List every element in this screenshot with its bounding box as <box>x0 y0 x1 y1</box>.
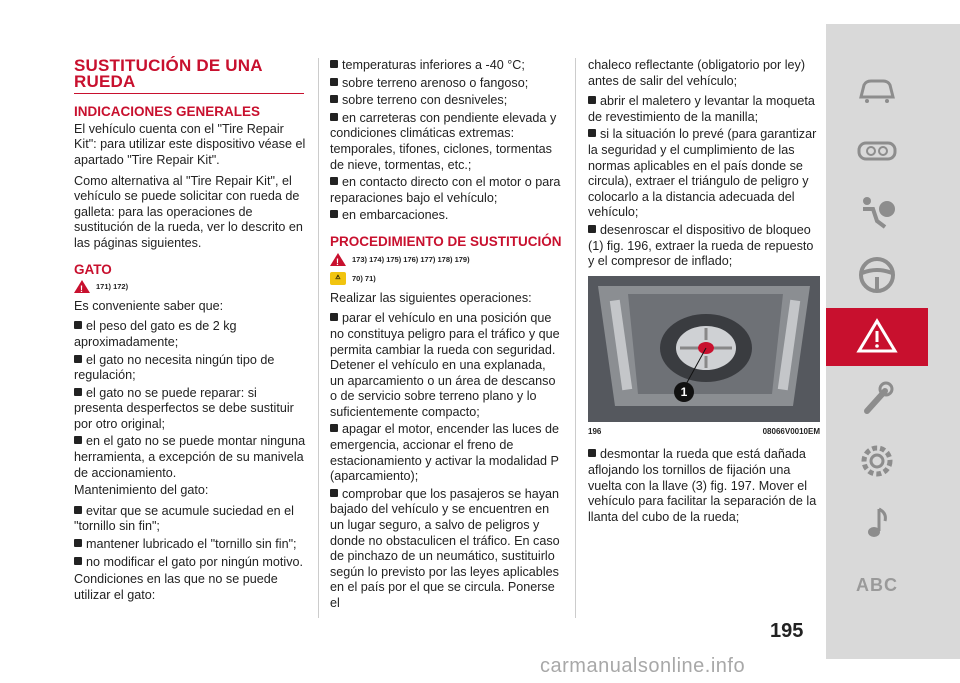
abc-label: ABC <box>856 574 898 595</box>
list-item: desenroscar el dispositivo de bloqueo (1) fig. 196, extraer la rueda de repuesto y el compresor de inflado; <box>588 222 814 269</box>
bullet-icon <box>330 95 338 103</box>
list-item: en carreteras con pendiente elevada y condiciones climáticas extremas: temporales, tifones, ciclones, tormentas de nieve, tormentas, etc.; <box>330 110 557 172</box>
figure-number: 196 <box>588 426 602 436</box>
list-item: el peso del gato es de 2 kg aproximadamente; <box>74 319 237 349</box>
list-item: en embarcaciones. <box>330 208 562 224</box>
bullet-list <box>74 504 306 570</box>
column-divider <box>575 58 576 618</box>
column-3 <box>588 58 820 527</box>
paragraph: Condiciones en las que no se puede utilizar el gato: <box>74 572 278 602</box>
bullet-icon <box>330 78 338 86</box>
settings-icon[interactable] <box>826 432 928 490</box>
list-item: en contacto directo con el motor o para reparaciones bajo el vehículo; <box>330 175 561 205</box>
list-item: abrir el maletero y levantar la moqueta de revestimiento de la manilla; <box>588 94 815 124</box>
heading-gato: GATO <box>74 261 112 277</box>
list-item: apagar el motor, encender las luces de emergencia, accionar el freno de estacionamiento y activar la modalidad P (aparcamiento); <box>330 422 560 484</box>
chapter-sidebar <box>826 24 960 659</box>
paragraph: Como alternativa al "Tire Repair Kit", el vehículo se puede solicitar con rueda de galleta: para las operaciones de sustitución de la rueda, ver lo descrito en las páginas siguientes. <box>74 173 303 250</box>
paragraph: Realizar las siguientes operaciones: <box>330 290 532 305</box>
caution-ref: ⚠ 70) 71) <box>330 271 562 287</box>
heading-indicaciones: INDICACIONES GENERALES <box>74 104 261 120</box>
bullet-list <box>588 94 820 270</box>
list-item: el gato no se puede reparar: si presenta desperfectos se debe sustituir por otro original; <box>74 385 294 431</box>
bullet-list <box>588 447 820 525</box>
bullet-icon <box>330 489 338 497</box>
warning-icon[interactable] <box>826 308 928 366</box>
list-item: en el gato no se puede montar ninguna herramienta, a excepción de su manivela de accionamiento. <box>74 434 306 480</box>
music-icon[interactable] <box>826 494 928 552</box>
bullet-list <box>74 319 306 481</box>
list-item: desmontar la rueda que está dañada aflojando los tornillos de fijación una vuelta con la llave (3) fig. 197. Mover el vehículo para facilitar la separación de la llanta del cubo de la rueda; <box>588 447 817 524</box>
bullet-icon <box>74 557 82 565</box>
list-item: si la situación lo prevé (para garantizar la seguridad y el cumplimiento de las normas aplicables en el país donde se circula), extraer el triángulo de peligro y colocarlo a la distancia adecuada del vehículo; <box>588 127 817 220</box>
warning-ref: ! 171) 172) <box>74 279 306 295</box>
section-title: SUSTITUCIÓN DE UNA RUEDA <box>74 58 304 94</box>
dashboard-icon[interactable] <box>826 122 928 180</box>
page-number: 195 <box>770 620 804 642</box>
list-item: sobre terreno con desniveles; <box>330 93 562 109</box>
bullet-icon <box>330 210 338 218</box>
footer-watermark: carmanualsonline.info <box>540 655 746 677</box>
bullet-icon <box>74 506 82 514</box>
car-icon[interactable] <box>826 60 928 118</box>
list-item: evitar que se acumule suciedad en el "tornillo sin fin"; <box>74 503 294 534</box>
list-item: el gato no necesita ningún tipo de regulación; <box>74 352 275 383</box>
bullet-list <box>330 311 562 611</box>
bullet-icon <box>74 436 82 444</box>
abc-index[interactable] <box>826 556 928 614</box>
list-item: comprobar que los pasajeros se hayan bajado del vehículo y se encuentren en un lugar seguro, a salvo de peligros y donde no obstaculicen el tráfico. En caso de pinchazo de un neumático, sustituirlo según lo previsto por las leyes aplicables en el país por el que se circula. Ponerse el <box>330 486 560 610</box>
figure-code: 08066V0010EM <box>762 426 820 436</box>
bullet-icon <box>588 449 596 457</box>
paragraph: Es conveniente saber que: <box>74 298 224 313</box>
figure-trunk-spare-wheel <box>588 276 820 422</box>
bullet-icon <box>74 388 82 396</box>
warning-icon <box>74 280 90 293</box>
paragraph: chaleco reflectante (obligatorio por ley) antes de salir del vehículo; <box>588 58 806 88</box>
bullet-icon <box>74 539 82 547</box>
bullet-list <box>330 58 562 224</box>
paragraph: El vehículo cuenta con el "Tire Repair Kit": para utilizar este dispositivo véase el apartado "Tire Repair Kit". <box>74 121 306 167</box>
caution-icon: ⚠ <box>330 272 346 285</box>
list-item: temperaturas inferiores a -40 °C; <box>330 58 562 74</box>
column-1 <box>74 58 306 608</box>
bullet-icon <box>588 129 596 137</box>
warning-ref: ! 173) 174) 175) 176) 177) 178) 179) <box>330 252 562 268</box>
list-item: sobre terreno arenoso o fangoso; <box>330 76 562 92</box>
bullet-icon <box>588 96 596 104</box>
bullet-icon <box>588 225 596 233</box>
steering-wheel-icon[interactable] <box>826 246 928 304</box>
paragraph: Mantenimiento del gato: <box>74 483 209 498</box>
warning-icon <box>330 253 346 266</box>
bullet-icon <box>330 313 338 321</box>
list-item: mantener lubricado el "tornillo sin fin"; <box>74 537 306 553</box>
bullet-icon <box>74 355 82 363</box>
bullet-icon <box>74 321 82 329</box>
bullet-icon <box>330 113 338 121</box>
svg-text:1: 1 <box>680 384 688 399</box>
bullet-icon <box>330 60 338 68</box>
bullet-icon <box>330 177 338 185</box>
wrench-icon[interactable] <box>826 370 928 428</box>
trunk-illustration <box>588 276 820 422</box>
heading-procedimiento: PROCEDIMIENTO DE SUSTITUCIÓN <box>330 233 562 249</box>
airbag-icon[interactable] <box>826 184 928 242</box>
list-item: parar el vehículo en una posición que no constituya peligro para el tráfico y que permita cambiar la rueda con seguridad. Detener el vehículo en una explanada, un aparcamiento o un área de descanso o de servicio sobre terreno plano y lo suficientemente compacto; <box>330 311 560 419</box>
column-divider <box>318 58 319 618</box>
bullet-icon <box>330 424 338 432</box>
figure-caption <box>588 424 820 440</box>
list-item: no modificar el gato por ningún motivo. <box>74 555 306 571</box>
column-2 <box>330 58 562 614</box>
